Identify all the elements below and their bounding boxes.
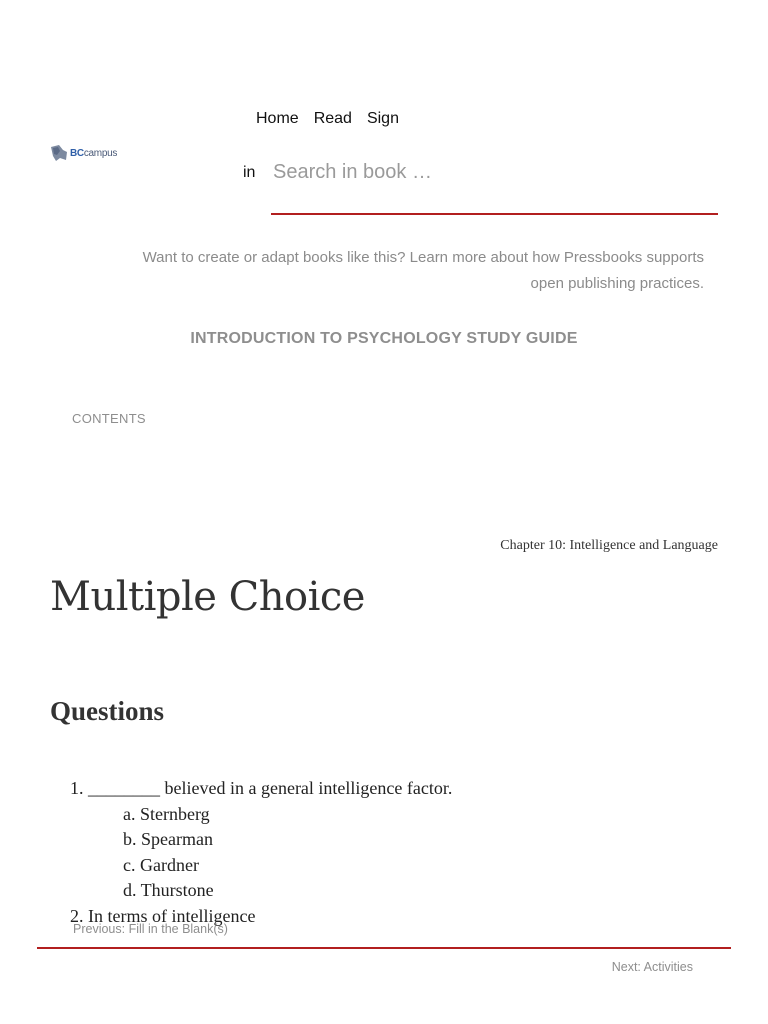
book-title[interactable]: INTRODUCTION TO PSYCHOLOGY STUDY GUIDE [190, 330, 578, 347]
primary-nav [256, 110, 399, 128]
question-text: In terms of intelligence [88, 905, 256, 926]
question-item [88, 776, 730, 904]
answer-option: b. Spearman [123, 829, 213, 849]
question-text: ________ believed in a general intelligence factor. [88, 778, 453, 798]
footer-divider [37, 947, 731, 949]
bccampus-logo[interactable] [50, 144, 117, 162]
search-form [271, 153, 718, 215]
contents-toggle[interactable]: CONTENTS [72, 411, 146, 426]
page-title: Multiple Choice [50, 574, 365, 620]
previous-page-link[interactable]: Previous: Fill in the Blank(s) [73, 922, 228, 936]
answer-option: a. Sternberg [123, 803, 210, 824]
pressbooks-promo [60, 245, 704, 297]
bc-map-icon [50, 144, 68, 162]
promo-line-2[interactable]: open publishing practices. [530, 275, 704, 292]
questions-list [50, 776, 730, 929]
search-input[interactable] [271, 153, 715, 191]
nav-sign-in-link[interactable]: Sign [366, 110, 399, 127]
logo-text: BCcampus [70, 147, 118, 159]
nav-read-link[interactable]: Read [313, 110, 352, 127]
nav-sign-in-link-continued[interactable]: in [243, 164, 256, 181]
questions-viewport [50, 776, 730, 926]
promo-line-1[interactable]: Want to create or adapt books like this? Learn more about how Pressbooks supports [142, 249, 704, 266]
next-page-link[interactable]: Next: Activities [611, 960, 693, 974]
chapter-label: Chapter 10: Intelligence and Language [500, 538, 718, 553]
section-heading: Questions [50, 696, 165, 726]
answer-option: c. Gardner [123, 854, 199, 875]
answer-options [88, 802, 730, 904]
nav-home-link[interactable]: Home [256, 110, 299, 127]
answer-option: d. Thurstone [123, 880, 214, 900]
